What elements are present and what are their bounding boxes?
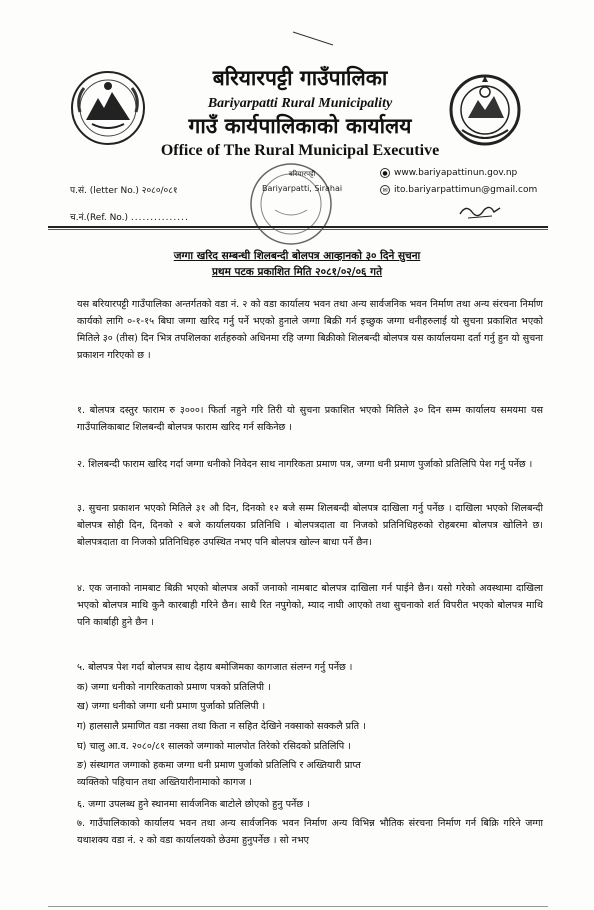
condition-1: १. बोलपत्र दस्तुर फाराम रु ३०००। फिर्ता नहुने गरि तिरी यो सुचना प्रकाशित भएको मितिले ३० दिन सम्म कार्यालय समयमा यस गाउँपालिकाबाट शिलबन्दी बोलपत्र फाराम खरिद गर्न सकिनेछ । (77, 405, 543, 433)
document-item-nga-continued: व्यक्तिको पहिचान तथा अख्तियारीनामाको कागज । (77, 777, 253, 788)
mail-icon: ✉ (380, 185, 390, 195)
ref-number (70, 210, 189, 223)
condition-2: २. शिलबन्दी फाराम खरिद गर्दा जग्गा धनीको निवेदन साथ नागरिकता प्रमाण पत्र, जग्गा धनी प्रमाण पुर्जाको प्रतिलिपि पेश गर्नु पर्नेछ । (77, 459, 533, 470)
condition-4: ४. एक जनाको नामबाट बिक्री भएको बोलपत्र अर्को जनाको नामबाट बोलपत्र दाखिला गर्न पाईने छैन। यसो गरेको अवस्थामा दाखिला भएको बोलपत्र माथि कुनै कारबाही गरिने छैन। साथै रित नपुगेको, म्याद नाघी आएको तथा सुचनाको शर्त विपरीत भएको बोलपत्र माथि पनि कार्बाही हुने छैन । (77, 583, 543, 628)
globe-icon: ● (380, 168, 390, 178)
notice-subtitle: प्रथम पटक प्रकाशित मिति २०८१/०२/०६ गते (211, 266, 383, 278)
document-item-gha: घ) चालु आ.व. २०८०/८१ सालको जग्गाको मालपोत तिरेको रसिदको प्रतिलिपि । (77, 741, 351, 752)
municipality-name-english: Bariyarpatti Rural Municipality (207, 96, 393, 111)
document-item-kha: ख) जग्गा धनीको जग्गा धनी प्रमाण पुर्जाको प्रतिलिपी । (77, 701, 266, 712)
office-name-english: Office of The Rural Municipal Executive (160, 142, 440, 159)
stamp-text-nepali: बरियारपट्टी (288, 170, 316, 178)
condition-3: ३. सुचना प्रकाशन भएको मितिले ३१ औ दिन, दिनको १२ बजे सम्म शिलबन्दी बोलपत्र दाखिला गर्नु पर्नेछ । दाखिला भएको शिलबन्दी बोलपत्र सोही दिन, दिनको २ बजे कार्यालयका प्रतिनिधि । बोलपत्रदाता वा निजको प्रतिनिधिहरुको रोहबरमा बोलपत्र खोलिने छ। बोलपत्रदाता वा निजको प्रतिनिधिहरु उपस्थित नभए पनि बोलपत्र खोल्न बाधा पर्ने छैन। (77, 503, 543, 548)
website-text: www.bariyapattinun.gov.np (394, 168, 518, 178)
signature-icon (458, 200, 502, 222)
condition-7: ७. गाउँपालिकाको कार्यालय भवन तथा अन्य सार्वजनिक भवन निर्माण अन्य विभिन्न भौतिक संरचना निर्माण गर्न बिक्रि गरिने जग्गा यथाशक्य वडा नं. २ को वडा कार्यालयको छेउमा हुनुपर्नेछ । सो नभए (77, 818, 543, 846)
condition-6: ६. जग्गा उपलब्ध हुने स्थानमा सार्वजनिक बाटोले छोएको हुनु पर्नेछ । (77, 799, 310, 810)
document-item-ka: क) जग्गा धनीको नागरिकताको प्रमाण पत्रको प्रतिलिपी । (77, 682, 271, 693)
document-item-ga: ग) हालसालै प्रमाणित वडा नक्सा तथा किता न सहित देखिने नक्साको सक्कलै प्रति । (77, 721, 366, 732)
ref-number-value: ............... (130, 213, 189, 223)
header-divider-thin (48, 229, 548, 230)
website-contact (380, 168, 517, 178)
document-item-nga: ङ) संस्थागत जग्गाको हकमा जग्गा धनी प्रमाण पुर्जाको प्रतिलिपि र अख्तियारी प्राप्त (77, 760, 361, 771)
bottom-rule (48, 906, 548, 907)
office-name-nepali: गाउँ कार्यपालिकाको कार्यालय (188, 114, 412, 138)
header-divider (48, 226, 548, 228)
pen-mark (293, 32, 333, 46)
municipality-name-nepali: बरियारपट्टी गाउँपालिका (212, 66, 388, 90)
notice-title: जग्गा खरिद सम्बन्धी शिलबन्दी बोलपत्र आव्हानको ३० दिने सुचना (173, 250, 421, 262)
nepal-emblem-icon (68, 68, 148, 148)
stamp-text-english: Bariyarpatti, Sirahai (262, 184, 343, 193)
ref-number-label: च.नं.(Ref. No.) (70, 213, 129, 223)
condition-5: ५. बोलपत्र पेश गर्दा बोलपत्र साथ देहाय बमोजिमका कागजात संलग्न गर्नु पर्नेछ । (77, 662, 353, 673)
letter-number: प.सं. (letter No.) २०८०/०८१ (70, 186, 178, 196)
email-text: ito.bariyarpattimun@gmail.com (394, 185, 538, 195)
intro-paragraph: यस बरियारपट्टी गाउँपालिका अन्तर्गतको वडा नं. २ को वडा कार्यालय भवन तथा अन्य सार्वजनिक भवन निर्माण तथा अन्य संरचना निर्माण कार्यको लागि ०-१-१५ बिघा जग्गा खरिद गर्नु पर्ने भएको हुनाले जग्गा बिक्री गर्न इच्छुक जग्गा धनीहरुलाई यो सुचना प्रकाशित भएको मितिले ३० (तीस) दिन भित्र तपशिलका शर्तहरुको अधिनमा रहि जग्गा बिक्रीको शिलबन्दी बोलपत्र यस कार्यालयमा दर्ता गर्नु हुन यो सुचना प्रकाशन गरिएको छ । (77, 299, 543, 361)
email-contact (380, 185, 537, 195)
